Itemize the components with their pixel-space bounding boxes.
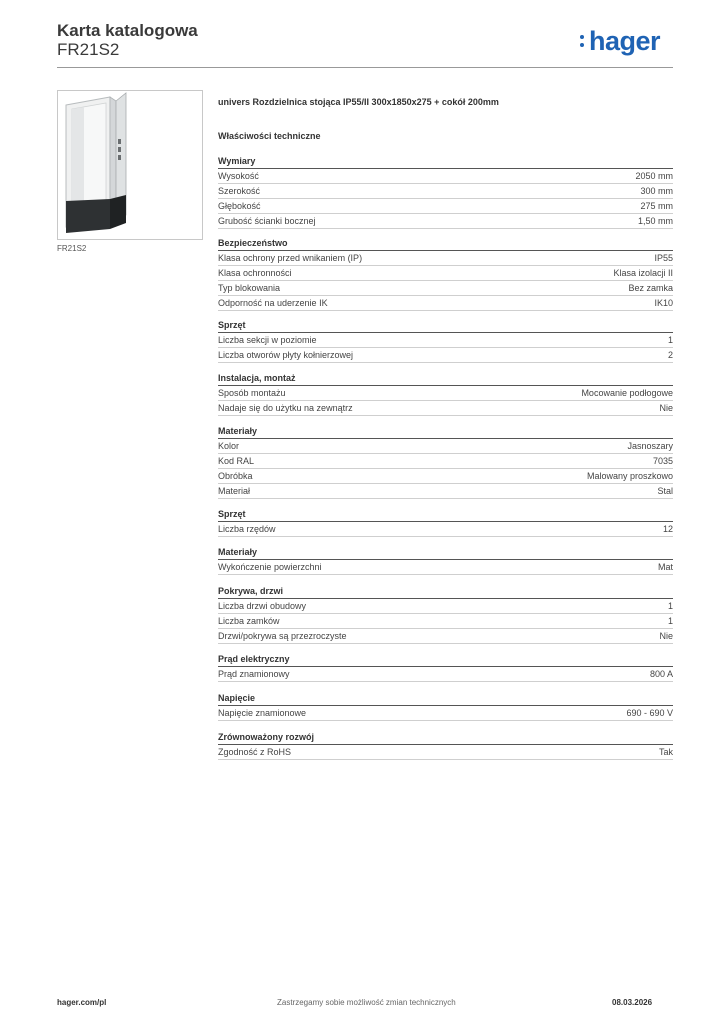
spec-value: IK10 — [654, 298, 673, 308]
spec-row — [218, 214, 673, 229]
section-title: Zrównoważony rozwój — [218, 730, 673, 745]
spec-row — [218, 348, 673, 363]
spec-value: 690 - 690 V — [626, 708, 673, 718]
footer-date: 08.03.2026 — [612, 998, 653, 1007]
spec-label: Wysokość — [218, 171, 259, 181]
spec-section-cover-doors — [218, 584, 673, 644]
logo-colon-icon — [580, 35, 585, 51]
spec-row — [218, 667, 673, 682]
spec-label: Liczba otworów płyty kołnierzowej — [218, 350, 354, 360]
spec-section-current — [218, 652, 673, 682]
spec-row — [218, 401, 673, 416]
spec-section-equipment-2 — [218, 507, 673, 537]
spec-row — [218, 281, 673, 296]
footer-website-link[interactable]: hager.com/pl — [57, 998, 107, 1007]
spec-label: Głębokość — [218, 201, 261, 211]
spec-value: IP55 — [654, 253, 673, 263]
spec-value: Mocowanie podłogowe — [581, 388, 673, 398]
spec-row — [218, 333, 673, 348]
section-title: Napięcie — [218, 691, 673, 706]
spec-label: Kolor — [218, 441, 240, 451]
section-title: Instalacja, montaż — [218, 371, 673, 386]
spec-row — [218, 469, 673, 484]
spec-value: Klasa izolacji II — [613, 268, 673, 278]
spec-label: Klasa ochrony przed wnikaniem (IP) — [218, 253, 363, 263]
spec-label: Szerokość — [218, 186, 261, 196]
image-caption: FR21S2 — [57, 244, 87, 253]
spec-value: 2050 mm — [635, 171, 673, 181]
spec-row — [218, 199, 673, 214]
spec-section-dimensions — [218, 154, 673, 229]
spec-section-materials — [218, 424, 673, 499]
spec-value: 300 mm — [640, 186, 673, 196]
spec-value: Mat — [657, 562, 673, 572]
spec-section-sustainability — [218, 730, 673, 760]
spec-row — [218, 599, 673, 614]
spec-row — [218, 266, 673, 281]
spec-value: 800 A — [649, 669, 673, 679]
spec-row — [218, 522, 673, 537]
spec-row — [218, 454, 673, 469]
spec-label: Obróbka — [218, 471, 253, 481]
spec-value: Stal — [657, 486, 673, 496]
spec-section-safety — [218, 236, 673, 311]
spec-label: Liczba rzędów — [218, 524, 276, 534]
spec-row — [218, 629, 673, 644]
page-title: Karta katalogowa — [57, 21, 198, 40]
spec-row — [218, 745, 673, 760]
spec-label: Nadaje się do użytku na zewnątrz — [218, 403, 353, 413]
section-title: Sprzęt — [218, 507, 673, 522]
spec-value: 1 — [667, 601, 673, 611]
spec-section-materials-2 — [218, 545, 673, 575]
spec-label: Liczba zamków — [218, 616, 280, 626]
footer-notice: Zastrzegamy sobie możliwość zmian technicznych — [277, 998, 456, 1007]
spec-label: Klasa ochronności — [218, 268, 292, 278]
spec-label: Prąd znamionowy — [218, 669, 290, 679]
product-code: FR21S2 — [57, 40, 120, 59]
cabinet-illustration — [58, 91, 202, 239]
spec-value: Nie — [659, 631, 673, 641]
spec-value: 1,50 mm — [637, 216, 673, 226]
technical-properties-heading: Właściwości techniczne — [218, 131, 321, 141]
spec-section-installation — [218, 371, 673, 416]
section-title: Sprzęt — [218, 318, 673, 333]
spec-section-equipment — [218, 318, 673, 363]
product-image — [57, 90, 203, 240]
section-title: Prąd elektryczny — [218, 652, 673, 667]
spec-row — [218, 296, 673, 311]
spec-label: Wykończenie powierzchni — [218, 562, 322, 572]
spec-label: Sposób montażu — [218, 388, 286, 398]
spec-value: Nie — [659, 403, 673, 413]
product-description: univers Rozdzielnica stojąca IP55/II 300x1850x275 + cokół 200mm — [218, 97, 499, 107]
spec-value: 275 mm — [640, 201, 673, 211]
header-divider — [57, 67, 673, 68]
spec-value: 12 — [662, 524, 673, 534]
spec-value: 1 — [667, 335, 673, 345]
logo-text: hager — [589, 26, 661, 56]
spec-value: 7035 — [652, 456, 673, 466]
spec-value: Jasnoszary — [627, 441, 673, 451]
spec-row — [218, 706, 673, 721]
spec-row — [218, 169, 673, 184]
spec-label: Napięcie znamionowe — [218, 708, 307, 718]
section-title: Bezpieczeństwo — [218, 236, 673, 251]
spec-row — [218, 251, 673, 266]
spec-label: Liczba drzwi obudowy — [218, 601, 307, 611]
spec-value: 1 — [667, 616, 673, 626]
spec-value: Tak — [658, 747, 673, 757]
spec-label: Odporność na uderzenie IK — [218, 298, 328, 308]
spec-label: Materiał — [218, 486, 251, 496]
spec-row — [218, 184, 673, 199]
section-title: Materiały — [218, 545, 673, 560]
section-title: Pokrywa, drzwi — [218, 584, 673, 599]
spec-section-voltage — [218, 691, 673, 721]
spec-row — [218, 614, 673, 629]
spec-label: Typ blokowania — [218, 283, 281, 293]
section-title: Materiały — [218, 424, 673, 439]
spec-label: Liczba sekcji w poziomie — [218, 335, 317, 345]
spec-row — [218, 560, 673, 575]
spec-value: Malowany proszkowo — [586, 471, 673, 481]
section-title: Wymiary — [218, 154, 673, 169]
spec-row — [218, 484, 673, 499]
spec-label: Grubość ścianki bocznej — [218, 216, 316, 226]
spec-label: Drzwi/pokrywa są przezroczyste — [218, 631, 347, 641]
spec-value: 2 — [667, 350, 673, 360]
spec-label: Kod RAL — [218, 456, 255, 466]
spec-value: Bez zamka — [628, 283, 673, 293]
spec-label: Zgodność z RoHS — [218, 747, 292, 757]
spec-row — [218, 386, 673, 401]
spec-row — [218, 439, 673, 454]
